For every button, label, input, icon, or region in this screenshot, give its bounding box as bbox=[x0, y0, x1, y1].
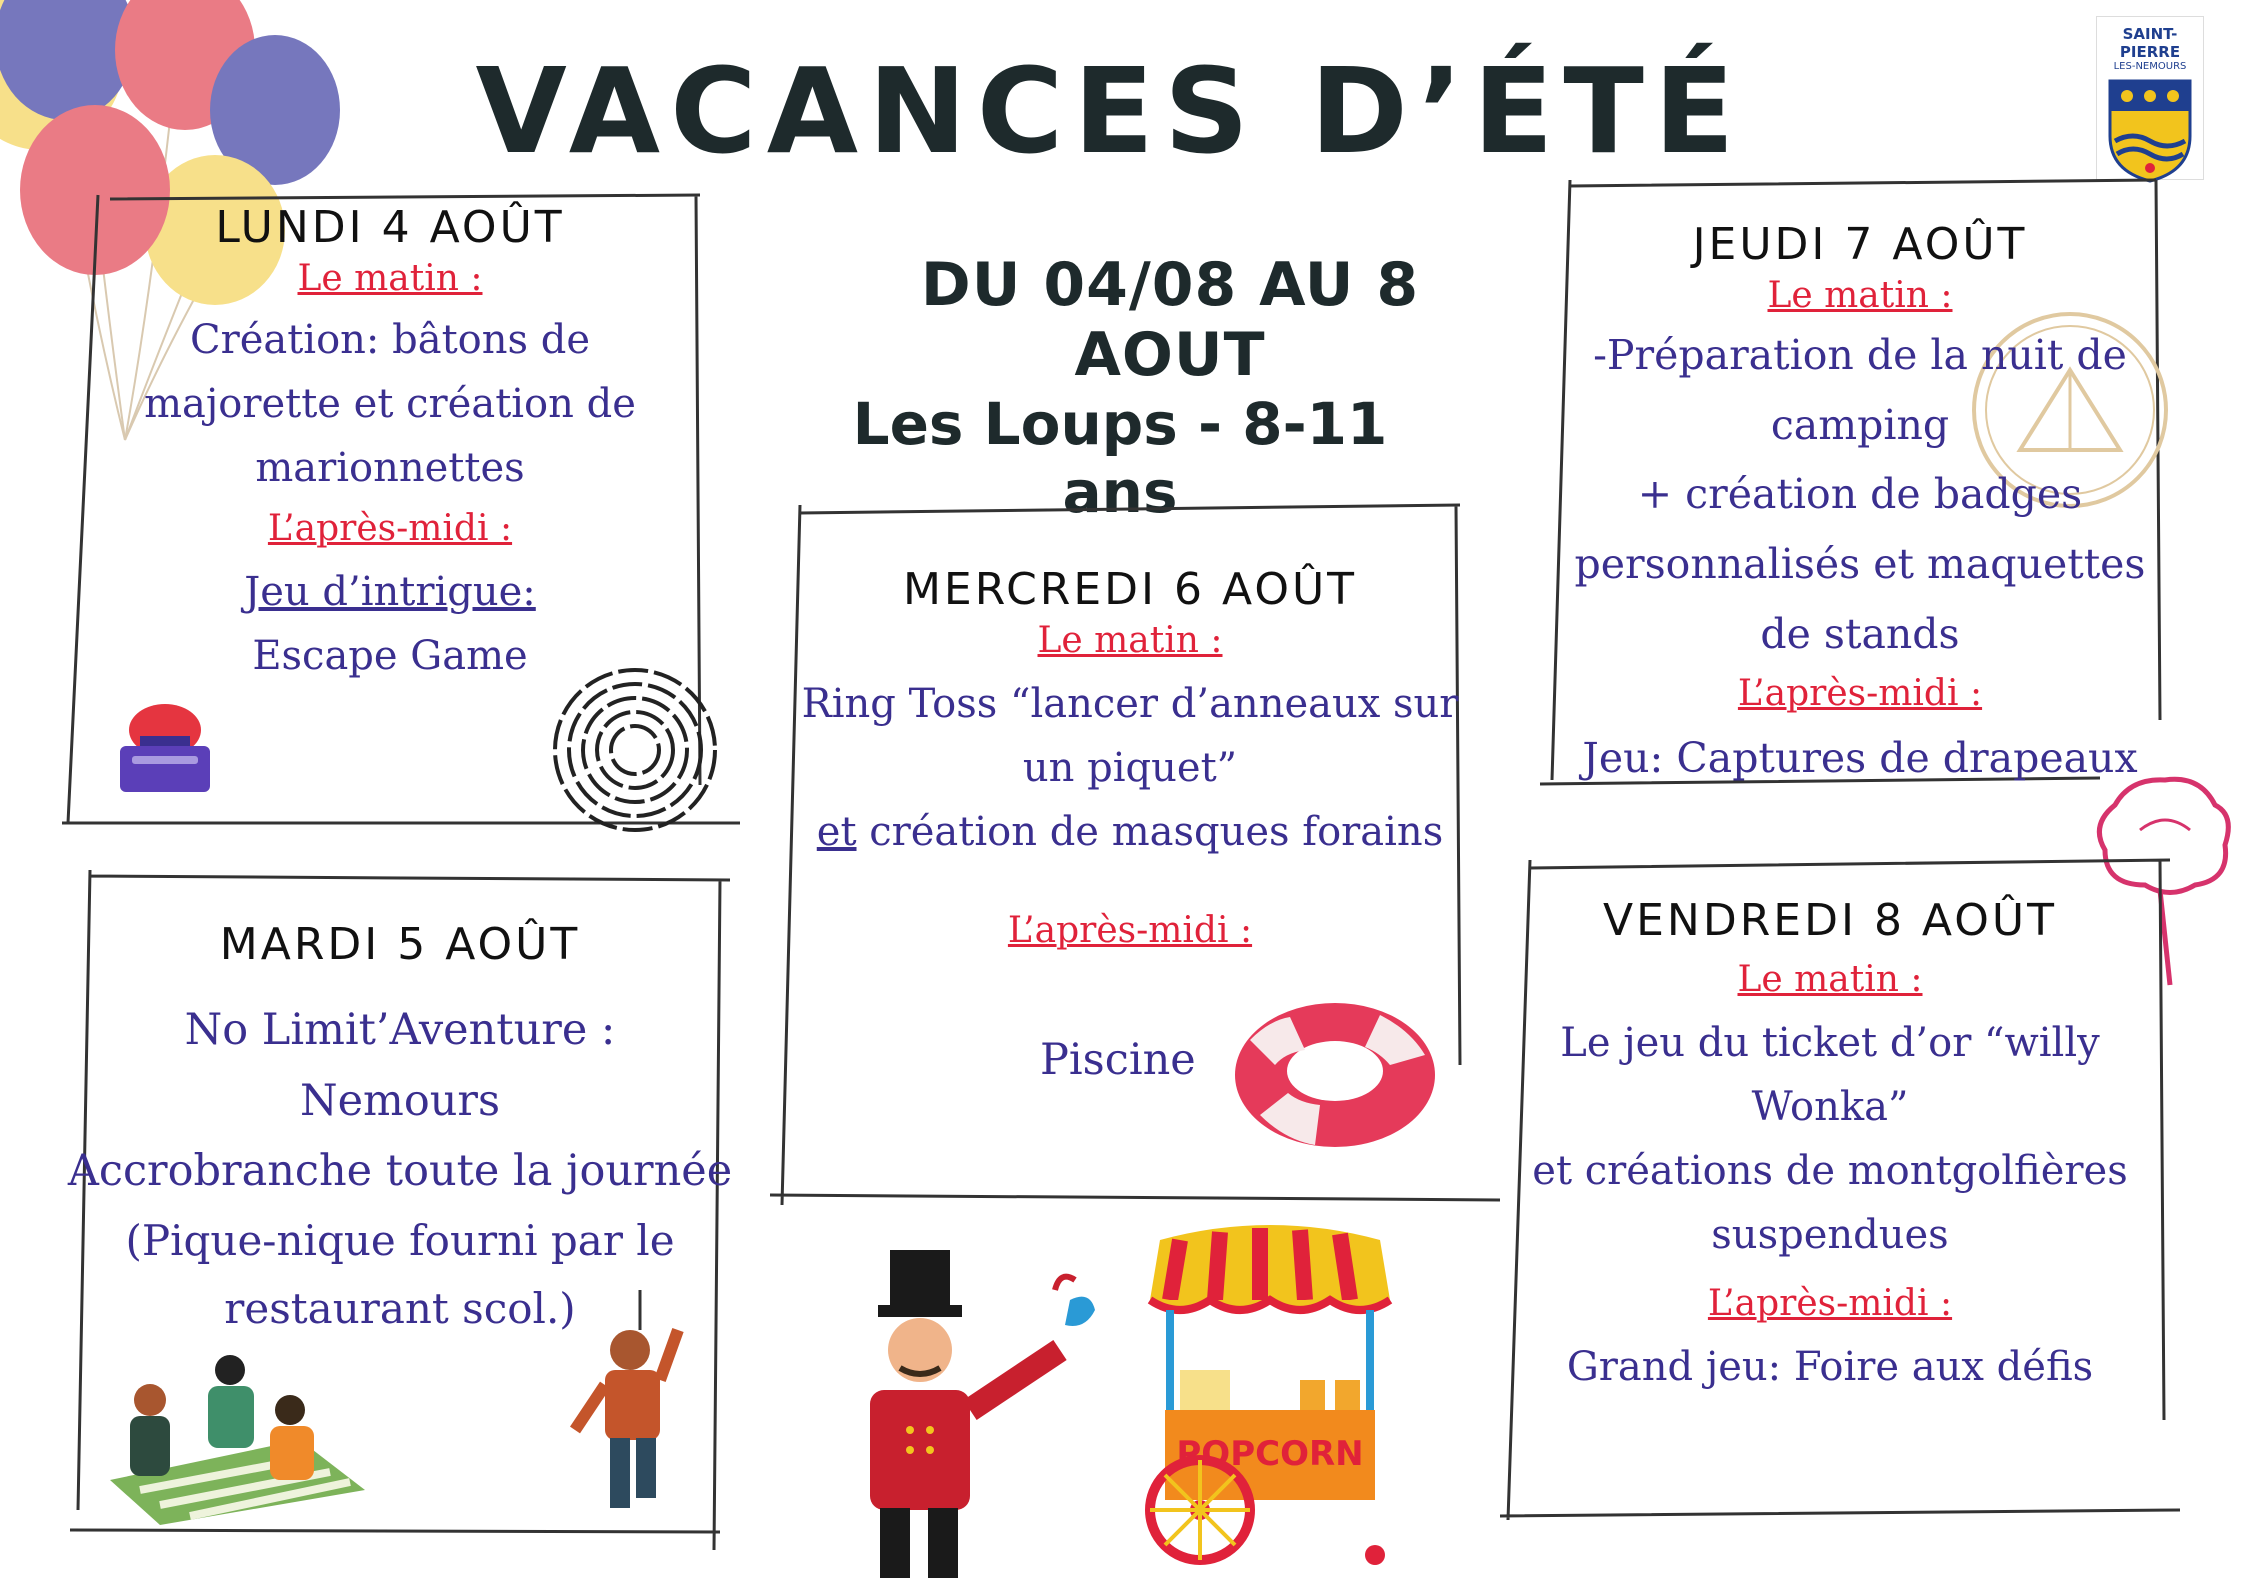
card-jeudi bbox=[1540, 180, 2180, 810]
matin-line: majorette et création de bbox=[144, 380, 636, 427]
apres-midi-label: L’après-midi : bbox=[1707, 1282, 1953, 1324]
matin-rest: création de masques forains bbox=[856, 808, 1444, 855]
activity-line: Nemours bbox=[299, 1075, 501, 1126]
day-heading: VENDREDI 8 AOÛT bbox=[1603, 895, 2057, 946]
matin-line: et créations de montgolfières bbox=[1532, 1147, 2128, 1194]
matin-label: Le matin : bbox=[1737, 958, 1923, 1000]
period-dates: DU 04/08 AU 8 AOUT bbox=[920, 250, 1420, 390]
matin-line: + création de badges bbox=[1637, 470, 2083, 519]
matin-line: Création: bâtons de bbox=[189, 316, 591, 363]
card-mardi bbox=[60, 870, 740, 1550]
activity-line: (Pique-nique fourni par le bbox=[125, 1216, 675, 1266]
activity-line: No Limit’Aventure : bbox=[184, 1004, 616, 1055]
swim-ring-icon bbox=[1230, 995, 1440, 1155]
logo-line2: LES-NEMOURS bbox=[2113, 61, 2187, 72]
card-lundi bbox=[60, 195, 740, 835]
age-group: Les Loups - 8-11 ans bbox=[852, 390, 1388, 526]
activity-title: Jeu d’intrigue: bbox=[244, 569, 536, 616]
activity-text: Escape Game bbox=[252, 633, 528, 680]
maze-icon bbox=[550, 665, 720, 835]
day-heading: MARDI 5 AOÛT bbox=[219, 919, 581, 970]
popcorn-cart-illustration bbox=[1140, 1220, 1400, 1580]
matin-line: Ring Toss “lancer d’anneaux sur bbox=[801, 680, 1459, 727]
matin-et: et bbox=[816, 808, 857, 855]
picnic-illustration bbox=[100, 1340, 370, 1530]
activity-text: Grand jeu: Foire aux défis bbox=[1566, 1344, 2094, 1391]
buzzer-icon bbox=[110, 690, 220, 800]
matin-line: camping bbox=[1770, 400, 1950, 449]
activity-text: Piscine bbox=[1040, 1035, 1196, 1085]
matin-line: marionnettes bbox=[255, 444, 525, 491]
matin-line: un piquet” bbox=[1022, 744, 1238, 791]
card-vendredi bbox=[1500, 860, 2180, 1530]
logo-line1: SAINT-PIERRE bbox=[2119, 25, 2181, 61]
matin-line: personnalisés et maquettes bbox=[1574, 540, 2146, 589]
day-heading: LUNDI 4 AOÛT bbox=[215, 202, 565, 253]
card-mercredi bbox=[770, 505, 1500, 1205]
day-heading: JEUDI 7 AOÛT bbox=[1692, 219, 2028, 270]
apres-midi-label: L’après-midi : bbox=[1737, 673, 1983, 715]
apres-midi-label: L’après-midi : bbox=[267, 507, 513, 549]
climber-illustration bbox=[570, 1290, 690, 1520]
matin-line: -Préparation de la nuit de bbox=[1593, 330, 2127, 379]
matin-label: Le matin : bbox=[1767, 274, 1953, 316]
activity-line: restaurant scol.) bbox=[224, 1283, 576, 1333]
coat-of-arms-icon bbox=[2105, 76, 2195, 186]
apres-midi-label: L’après-midi : bbox=[1007, 909, 1253, 951]
matin-label: Le matin : bbox=[1037, 619, 1223, 661]
town-logo bbox=[2096, 16, 2204, 180]
activity-text: Jeu: Captures de drapeaux bbox=[1582, 733, 2138, 782]
matin-label: Le matin : bbox=[297, 257, 483, 299]
activity-line: Accrobranche toute la journée bbox=[67, 1146, 733, 1197]
matin-line: de stands bbox=[1760, 609, 1960, 658]
matin-line: Wonka” bbox=[1751, 1083, 1909, 1130]
day-heading: MERCREDI 6 AOÛT bbox=[902, 564, 1358, 615]
matin-line: Le jeu du ticket d’or “willy bbox=[1560, 1019, 2100, 1066]
popcorn-sign: POPCORN bbox=[1176, 1434, 1364, 1474]
page-title: VACANCES D’ÉTÉ bbox=[475, 42, 1745, 180]
matin-line: suspendues bbox=[1711, 1211, 1949, 1258]
ringmaster-illustration bbox=[850, 1250, 1110, 1585]
matin-line bbox=[790, 800, 1470, 864]
